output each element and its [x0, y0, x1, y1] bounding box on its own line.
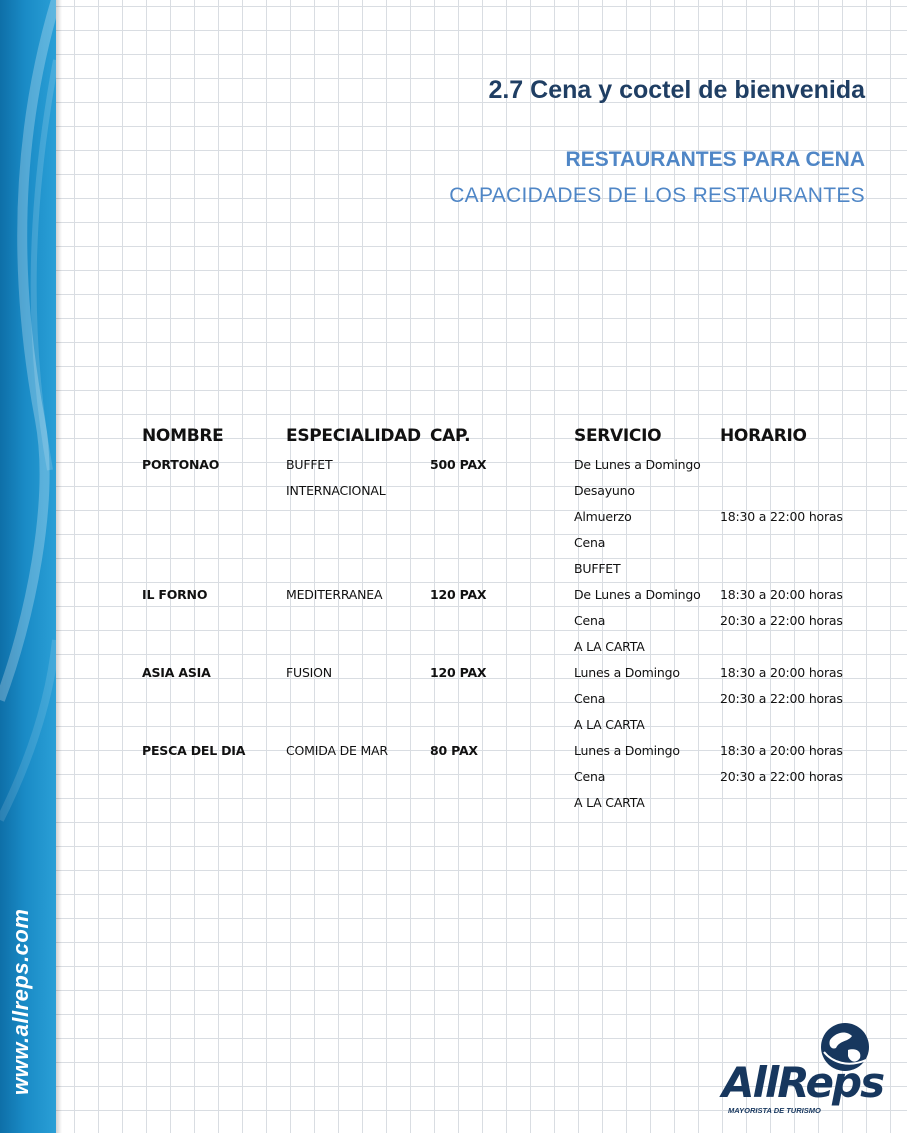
- cell-especialidad: COMIDA DE MAR: [286, 743, 388, 758]
- cell-horario: [714, 478, 876, 504]
- table-row: [136, 764, 876, 790]
- cell-cap: [424, 504, 568, 530]
- header-horario: HORARIO: [720, 426, 807, 446]
- table-row: [136, 686, 876, 712]
- page-title: 2.7 Cena y coctel de bienvenida: [488, 76, 865, 104]
- cell-cap: [424, 686, 568, 712]
- cell-servicio: Cena: [574, 769, 606, 784]
- table-row: [136, 660, 876, 686]
- cell-horario: 18:30 a 20:00 horas: [720, 743, 843, 758]
- cell-especialidad: [280, 816, 424, 842]
- cell-especialidad: [280, 556, 424, 582]
- cell-cap: 80 PAX: [430, 743, 478, 758]
- cell-horario: [714, 530, 876, 556]
- cell-especialidad: [280, 504, 424, 530]
- cell-servicio: BUFFET: [574, 561, 621, 576]
- cell-especialidad: [280, 790, 424, 816]
- cell-especialidad: [280, 712, 424, 738]
- cell-servicio: A LA CARTA: [574, 639, 645, 654]
- cell-especialidad: [280, 686, 424, 712]
- table-header-row: [136, 420, 876, 452]
- cell-cap: 120 PAX: [430, 587, 487, 602]
- table-row: [136, 712, 876, 738]
- table-row: [136, 790, 876, 816]
- cell-servicio: De Lunes a Domingo: [574, 457, 701, 472]
- table-row: [136, 556, 876, 582]
- cell-cap: [424, 478, 568, 504]
- cell-servicio: Cena: [574, 613, 606, 628]
- cell-cap: 500 PAX: [430, 457, 487, 472]
- header-servicio: SERVICIO: [574, 426, 662, 446]
- cell-servicio: Lunes a Domingo: [574, 665, 680, 680]
- cell-nombre: [136, 816, 280, 842]
- website-url: www.allreps.com: [8, 908, 33, 1095]
- cell-cap: [424, 816, 568, 842]
- cell-nombre: [136, 790, 280, 816]
- cell-nombre: [136, 504, 280, 530]
- sidebar-band: [0, 0, 56, 1133]
- cell-horario: [714, 556, 876, 582]
- allreps-logo: [718, 1020, 884, 1120]
- cell-nombre: [136, 686, 280, 712]
- cell-nombre: PORTONAO: [142, 457, 220, 472]
- section-subtitle: RESTAURANTES PARA CENA: [565, 148, 865, 171]
- cell-nombre: [136, 530, 280, 556]
- logo-wordmark: AllReps: [722, 1058, 884, 1107]
- cell-especialidad: [280, 764, 424, 790]
- cell-cap: [424, 608, 568, 634]
- table-row: [136, 634, 876, 660]
- cell-horario: 20:30 a 22:00 horas: [720, 769, 843, 784]
- cell-servicio: A LA CARTA: [574, 795, 645, 810]
- cell-cap: [424, 530, 568, 556]
- cell-cap: [424, 764, 568, 790]
- cell-horario: [714, 712, 876, 738]
- cell-cap: [424, 712, 568, 738]
- table-row: [136, 478, 876, 504]
- cell-horario: [714, 816, 876, 842]
- table-row: [136, 582, 876, 608]
- cell-especialidad: [280, 608, 424, 634]
- table-row: [136, 738, 876, 764]
- cell-nombre: PESCA DEL DIA: [142, 743, 246, 758]
- cell-horario: [714, 634, 876, 660]
- cell-cap: [424, 634, 568, 660]
- cell-especialidad: BUFFET: [286, 457, 333, 472]
- table-row: [136, 504, 876, 530]
- section-subtitle-capacities: CAPACIDADES DE LOS RESTAURANTES: [449, 184, 865, 207]
- cell-servicio: Cena: [574, 535, 606, 550]
- cell-servicio: De Lunes a Domingo: [574, 587, 701, 602]
- cell-horario: 18:30 a 22:00 horas: [720, 509, 843, 524]
- cell-especialidad: INTERNACIONAL: [286, 483, 386, 498]
- cell-nombre: IL FORNO: [142, 587, 208, 602]
- table-row: [136, 530, 876, 556]
- cell-cap: 120 PAX: [430, 665, 487, 680]
- table-row: [136, 816, 876, 842]
- cell-nombre: [136, 634, 280, 660]
- cell-nombre: [136, 478, 280, 504]
- cell-servicio: Almuerzo: [574, 509, 632, 524]
- cell-nombre: [136, 608, 280, 634]
- cell-nombre: [136, 556, 280, 582]
- cell-servicio: Desayuno: [574, 483, 635, 498]
- cell-servicio: Lunes a Domingo: [574, 743, 680, 758]
- table-row: [136, 452, 876, 478]
- cell-nombre: [136, 712, 280, 738]
- cell-cap: [424, 556, 568, 582]
- cell-nombre: [136, 764, 280, 790]
- header-nombre: NOMBRE: [142, 426, 224, 446]
- cell-servicio: Cena: [574, 691, 606, 706]
- cell-horario: [714, 452, 876, 478]
- cell-especialidad: FUSION: [286, 665, 332, 680]
- table-row: [136, 608, 876, 634]
- cell-horario: 18:30 a 20:00 horas: [720, 587, 843, 602]
- header-cap: CAP.: [430, 426, 471, 446]
- cell-horario: 20:30 a 22:00 horas: [720, 613, 843, 628]
- cell-cap: [424, 790, 568, 816]
- cell-servicio: [568, 816, 714, 842]
- cell-especialidad: [280, 530, 424, 556]
- cell-nombre: ASIA ASIA: [142, 665, 211, 680]
- restaurants-table: [136, 420, 876, 842]
- header-especialidad: ESPECIALIDAD: [286, 426, 421, 446]
- cell-especialidad: [280, 634, 424, 660]
- cell-horario: 20:30 a 22:00 horas: [720, 691, 843, 706]
- cell-servicio: A LA CARTA: [574, 717, 645, 732]
- cell-horario: 18:30 a 20:00 horas: [720, 665, 843, 680]
- cell-horario: [714, 790, 876, 816]
- sidebar-shadow: [56, 0, 62, 1133]
- cell-especialidad: MEDITERRANEA: [286, 587, 383, 602]
- logo-tagline: MAYORISTA DE TURISMO: [728, 1106, 821, 1115]
